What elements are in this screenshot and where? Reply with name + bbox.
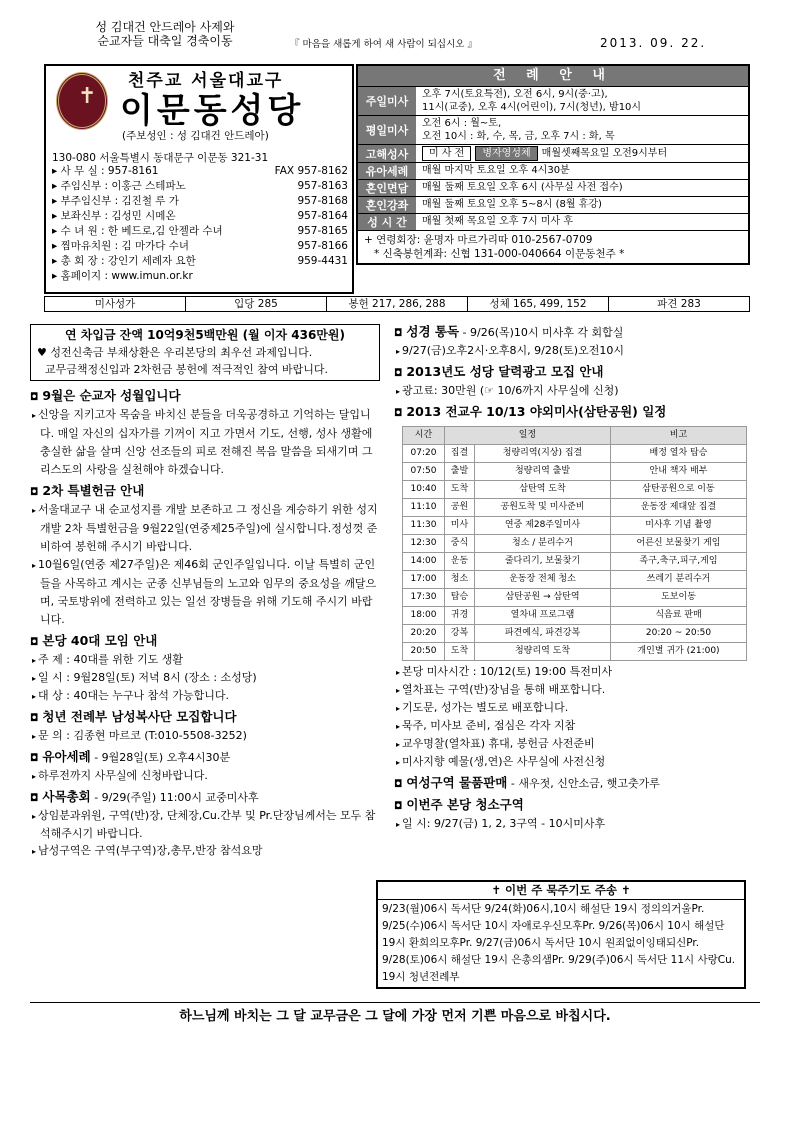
contact-row: ▸ 찜마유치원 : 김 마가다 수녀 957-8166 (52, 240, 348, 252)
bulletin-feast-title (60, 20, 270, 48)
loan-balance-title: 연 차입금 잔액 10억9천5백만원 (월 이자 436만원) (65, 328, 345, 342)
parish-name: 이문동성당 (120, 91, 305, 131)
timetable-row: 10:40 도착 삼탄역 도착 삼탄공원으로 이동 (403, 481, 747, 499)
stat-cell: 성체 165, 499, 152 (468, 297, 609, 311)
rosary-title: ✝ 이번 주 묵주기도 주송 ✝ (378, 882, 744, 900)
timetable-row: 20:50 도착 청량리역 도착 개인별 귀가 (21:00) (403, 643, 747, 661)
loan-note-2: 교무금책정신입과 2차헌금 봉헌에 적극적인 참여 바랍니다. (45, 363, 328, 376)
building-fund-account: * 신축봉헌계좌: 신협 131-000-040664 이문동천주 * (374, 248, 625, 260)
patron-saint: (주보성인 : 성 김대건 안드레아) (122, 130, 269, 142)
contact-row: ▸ 부주임신부 : 김진철 루 가 957-8168 (52, 195, 348, 207)
timetable-row: 20:20 강복 파견예식, 파견강복 20:20 ~ 20:50 (403, 625, 747, 643)
hymn-stats-bar (44, 296, 750, 312)
liturgy-schedule (356, 64, 750, 265)
left-column (30, 320, 380, 860)
homepage-link[interactable]: ▸ 홈페이지 : www.imun.or.kr (52, 270, 193, 282)
schedule-heading: 전 례 안 내 (358, 66, 748, 86)
motto: 『 마음을 새롭게 하여 새 사람이 되십시오 』 (290, 39, 477, 50)
contact-row: ▸ 총 회 장 : 강인기 세례자 요한 959-4431 (52, 255, 348, 267)
timetable-row: 11:30 미사 연중 제28주일미사 미사후 기념 촬영 (403, 517, 747, 535)
section-second-collection: ◘ 2차 특별헌금 안내 ▸ 서울대교구 내 순교성지를 개발 보존하고 그 정신을 계승하기 위한 성지개발 2차 특별헌금을 9월22일(연중제25주일)에 실시합니다.정성껏 준비하여 봉헌해 주시기 바랍니다. ▸ 10월6일(연중 제27주일)은 제46회 군인주일입니다. 이날 특별히 군인들을 사목하고 계시는 군종 신부님들의 노고와 임무의 중요성을 깨달으며, 국토방위에 전력하고 있는 일선 장병들을 위해 기도해 주시기 바랍니다. (30, 482, 380, 629)
schedule-row-weekday-mass: 평일미사 오전 6시 : 월~토, 오전 10시 : 화, 수, 목, 금, 오후 7시 : 화, 목 (358, 115, 748, 144)
schedule-row-infant-baptism: 유아세례 매월 마지막 토요일 오후 4시30분 (358, 162, 748, 179)
footer-message: 하느님께 바치는 그 달 교무금은 그 달에 가장 먼저 기쁜 마음으로 바칩시다. (30, 1002, 760, 1024)
outdoor-mass-timetable: 시간 일정 비고 07:20 집결 청량리역(지상) 집결 배정 열차 탑승 07:50 출발 청량리역 출발 안내 책자 배부 10:40 도착 삼탄역 도착 삼탄공원으로 이동 11:10 공원 공원도착 및 미사준비 운동장 제대앞 집결 11:30 미사 연중 제28주일미사 미사후 기념 촬영 12:30 중식 청소 / 분리수거 어른신 보물찾기 게임 14:00 운동 줄다리기, 보물찾기 족구,축구,피구,게임 17:00 청소 운동장 전체 청소 쓰레기 분리수거 17:30 탑승 삼탄공원 → 삼탄역 도보이동 18:00 귀경 열차내 프로그램 식음료 판매 20:20 강복 파견예식, 파견강복 20:20 ~ 20:50 20:50 도착 청량리역 도착 개인별 귀가 (21:00) (402, 426, 747, 661)
schedule-row-marriage-course: 혼인강좌 매월 둘째 토요일 오후 5~8시 (8월 휴강) (358, 196, 748, 213)
schedule-footer (358, 230, 748, 263)
parish-logo-icon: ✝ (56, 72, 108, 130)
stat-cell: 미사성가 (45, 297, 186, 311)
feast-title-line1: 성 김대건 안드레아 사제와 (95, 20, 235, 34)
contact-list (52, 164, 348, 284)
timetable-row: 12:30 중식 청소 / 분리수거 어른신 보물찾기 게임 (403, 535, 747, 553)
timetable-row: 07:20 집결 청량리역(지상) 집결 배정 열차 탑승 (403, 445, 747, 463)
archdiocese-name: 천주교 서울대교구 (128, 71, 284, 91)
schedule-row-sunday-mass: 주일미사 오후 7시(토요특전), 오전 6시, 9시(중·고), 11시(교중), 오후 4시(어린이), 7시(청년), 밤10시 (358, 86, 748, 115)
contact-row: ▸ 주임신부 : 이홍근 스테파노 957-8163 (52, 180, 348, 192)
section-bible-reading: ◘ 성경 통독 - 9/26(목)10시 미사후 각 회합실 ▸ 9/27(금)오후2시·오후8시, 9/28(토)오전10시 (394, 323, 760, 360)
section-women-sale: ◘ 여성구역 물품판매 - 새우젓, 신안소금, 햇고춧가루 (394, 775, 660, 790)
stat-cell: 입당 285 (186, 297, 327, 311)
timetable-row: 07:50 출발 청량리역 출발 안내 책자 배부 (403, 463, 747, 481)
loan-note-1: ♥ 성전신축금 부채상환은 우리본당의 최우선 과제입니다. (37, 346, 313, 359)
loan-balance-box (30, 324, 380, 381)
section-martyrs-month: ◘ 9월은 순교자 성월입니다 ▸ 신앙을 지키고자 목숨을 바치신 분들을 더욱공경하고 기억하는 달입니다. 매일 자신의 십자가를 기꺼이 지고 가면서 기도, 선행, 성사 생활에 충실한 삶을 살며 신앙 선조들의 피로 전해진 복음 말씀을 되새기며 그리스도의 사랑을 실천해야 하겠습니다. (30, 387, 380, 479)
feast-title-line2: 순교자들 대축일 경축이동 (97, 34, 233, 48)
timetable-row: 14:00 운동 줄다리기, 보물찾기 족구,축구,피구,게임 (403, 553, 747, 571)
issue-date: 2013. 09. 22. (600, 36, 707, 50)
section-altar-servers: ◘ 청년 전례부 남성복사단 모집합니다 ▸ 문 의 : 김종현 마르코 (T:010-5508-3252) (30, 708, 380, 745)
schedule-row-marriage-interview: 혼인면담 매월 둘째 토요일 오후 6시 (사무실 사전 접수) (358, 179, 748, 196)
stat-cell: 파견 283 (657, 298, 701, 310)
timetable-row: 18:00 귀경 열차내 프로그램 식음료 판매 (403, 607, 747, 625)
timetable-row: 17:30 탑승 삼탄공원 → 삼탄역 도보이동 (403, 589, 747, 607)
contact-row: ▸ 사 무 실 : 957-8161 FAX 957-8162 (52, 165, 348, 177)
section-pastoral-assembly: ◘ 사목총회 - 9/29(주일) 11:00시 교중미사후 ▸ 상임분과위원, 구역(반)장, 단체장,Cu.간부 및 Pr.단장님께서는 모두 참석해주시기 바랍니다. ▸ 남성구역은 구역(부구역)장,총무,반장 참석요망 (30, 788, 380, 860)
timetable-row: 17:00 청소 운동장 전체 청소 쓰레기 분리수거 (403, 571, 747, 589)
contact-row: ▸ 보좌신부 : 김성민 시메온 957-8164 (52, 210, 348, 222)
section-forties-meeting: ◘ 본당 40대 모임 안내 ▸ 주 제 : 40대를 위한 기도 생활 ▸ 일 시 : 9월28일(토) 저녁 8시 (장소 : 소성당) ▸ 대 상 : 40대는 누구나 참석 가능합니다. (30, 632, 380, 705)
section-calendar-ads: ◘ 2013년도 성당 달력광고 모집 안내 ▸ 광고료: 30만원 (☞ 10/6까지 사무실에 신청) (394, 363, 760, 400)
contact-row: ▸ 수 녀 원 : 한 베드로,김 안젤라 수녀 957-8165 (52, 225, 348, 237)
funeral-society-contact: + 연령회장: 윤명자 마르가리따 010-2567-0709 (364, 234, 593, 246)
section-infant-baptism: ◘ 유아세례 - 9월28일(토) 오후4시30분 ▸ 하루전까지 사무실에 신청바랍니다. (30, 748, 380, 785)
section-outdoor-mass: ◘ 2013 전교우 10/13 야외미사(삼탄공원) 일정 시간 일정 비고 07:20 집결 청량리역(지상) 집결 배정 열차 탑승 07:50 출발 청량리역 출발 안내 책자 배부 10:40 도착 삼탄역 도착 삼탄공원으로 이동 11:10 공원 공원도착 및 미사준비 운동장 제대앞 집결 11:30 미사 연중 제28주일미사 미사후 기념 촬영 12:30 중식 청소 / 분리수거 어른신 보물찾기 게임 14:00 운동 줄다리기, 보물찾기 족구,축구,피구,게임 17:00 청소 운동장 전체 청소 쓰레기 분리수거 17:30 탑승 삼탄공원 → 삼탄역 도보이동 18:00 귀경 열차내 프로그램 식음료 판매 20:20 강복 파견예식, 파견강복 20:20 ~ 20:50 20:50 도착 청량리역 도착 개인별 귀가 (21:00) ▸ 본당 미사시간 : 10/12(토) 19:00 특전미사 ▸ 열차표는 구역(반)장님을 통해 배포합니다. ▸ 기도문, 성가는 별도로 배포합니다. ▸ 묵주, 미사보 준비, 점심은 각자 지참 ▸ 교우명찰(열차표) 휴대, 봉헌금 사전준비 ▸ 미사지향 예물(생,연)은 사무실에 사전신청 (394, 403, 760, 771)
timetable-row: 11:10 공원 공원도착 및 미사준비 운동장 제대앞 집결 (403, 499, 747, 517)
rosary-schedule: 9/23(월)06시 독서단 9/24(화)06시,10시 해설단 19시 정의의거울Pr. 9/25(수)06시 독서단 10시 자애로우신모후Pr. 9/26(목)06시 10시 해설단 19시 환희의모후Pr. 9/27(금)06시 독서단 10시 원죄없이잉태되신Pr. 9/28(토)06시 해설단 19시 은총의샘Pr. 9/29(주)06시 독서단 11시 사랑Cu. 19시 청년전례부 (382, 903, 736, 983)
section-cleaning-duty: ◘ 이번주 본당 청소구역 ▸ 일 시: 9/27(금) 1, 2, 3구역 - 10시미사후 (394, 796, 760, 833)
right-column (394, 320, 760, 833)
schedule-row-holy-hour: 성 시 간 매월 첫째 목요일 오후 7시 미사 후 (358, 213, 748, 230)
schedule-row-confession: 고해성사 미 사 전 병자영성체 매월셋째목요일 오전9시부터 (358, 144, 748, 162)
stat-cell: 봉헌 217, 286, 288 (327, 297, 468, 311)
parish-address: 130-080 서울특별시 동대문구 이문동 321-31 (52, 152, 269, 164)
rosary-prayer-box (376, 880, 746, 989)
